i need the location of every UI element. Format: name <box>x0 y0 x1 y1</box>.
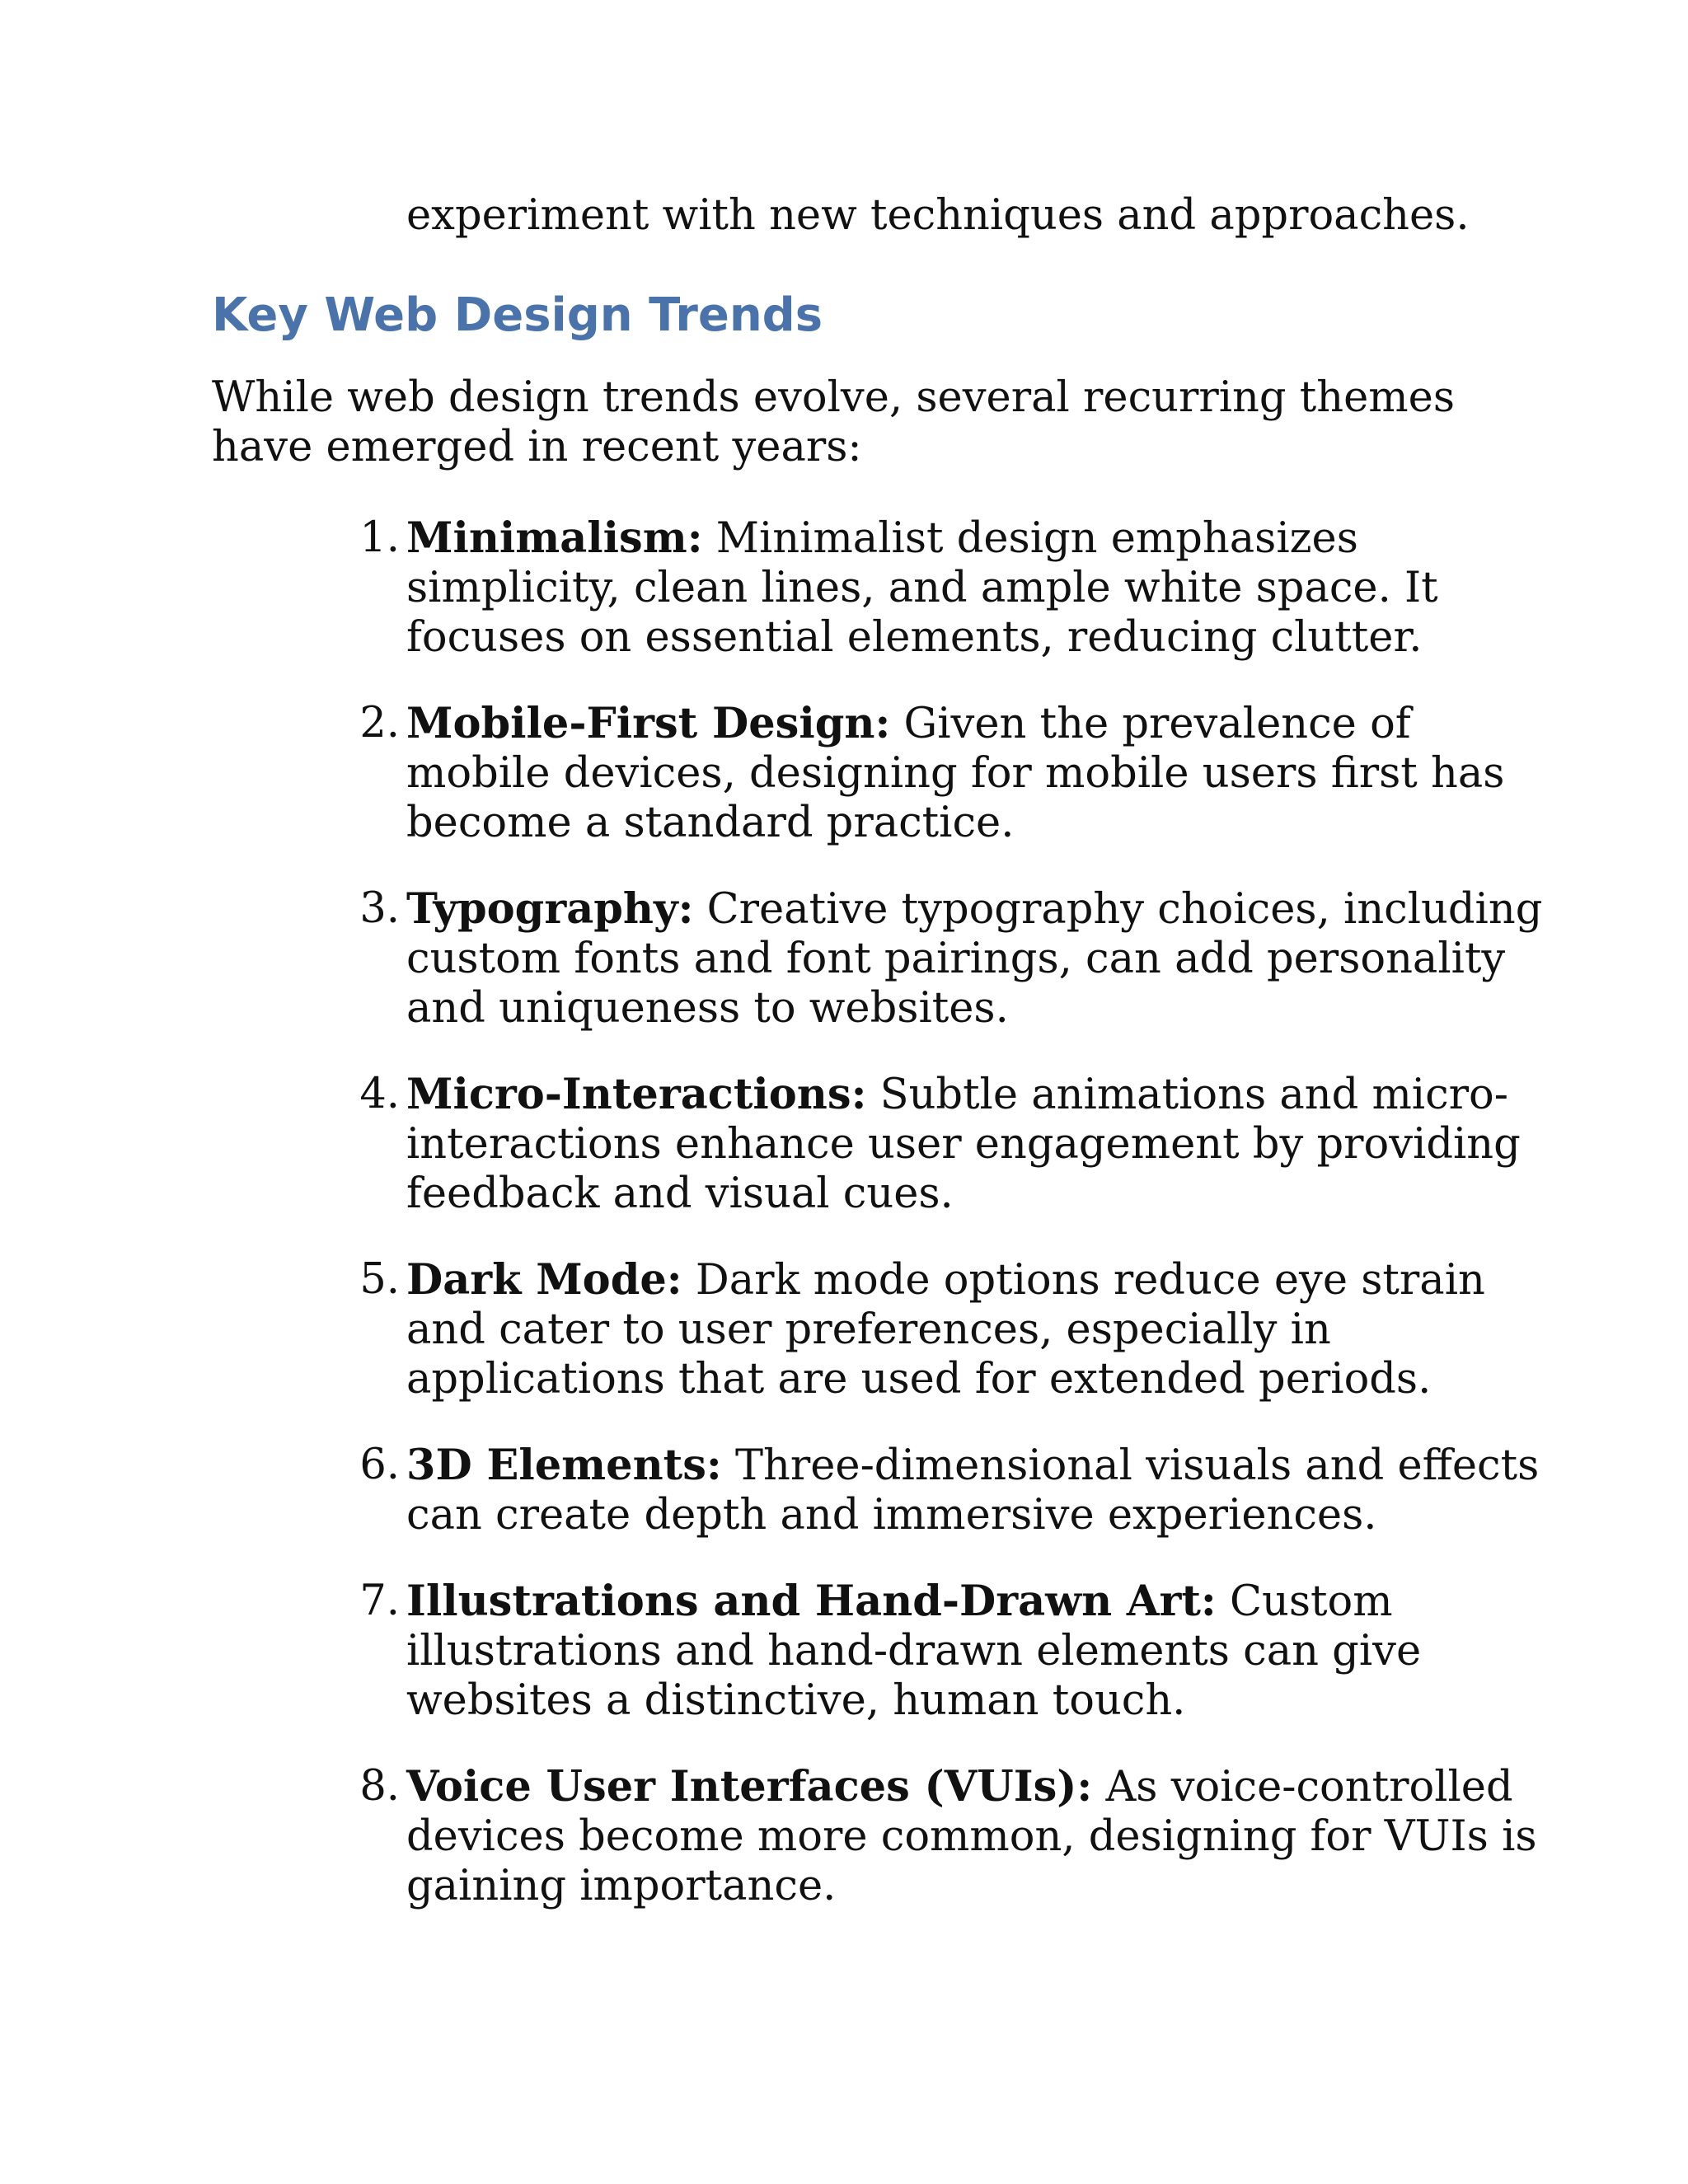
list-item <box>359 1762 1560 1911</box>
list-item-number: 7. <box>359 1577 400 1625</box>
list-item-term: Micro-Interactions: <box>406 1070 867 1119</box>
list-item-number: 6. <box>359 1441 400 1489</box>
list-item <box>359 1577 1560 1726</box>
list-item-term: Minimalism: <box>406 513 703 563</box>
list-item-description: Subtle animations and micro-interactions enhance user engagement by providing feedback and visual cues. <box>406 1071 1521 1218</box>
list-item <box>359 1070 1560 1219</box>
list-item-description: Minimalist design emphasizes simplicity, clean lines, and ample white space. It focuses on essential elements, reducing clutter. <box>406 514 1438 662</box>
section-heading: Key Web Design Trends <box>212 288 823 342</box>
continuation-paragraph: experiment with new techniques and approaches. <box>406 191 1470 240</box>
list-item <box>359 1441 1560 1540</box>
list-item-number: 2. <box>359 699 400 748</box>
list-item-number: 8. <box>359 1762 400 1811</box>
list-item-number: 3. <box>359 884 400 933</box>
intro-paragraph: While web design trends evolve, several recurring themes have emerged in recent years: <box>212 373 1455 471</box>
list-item-term: 3D Elements: <box>406 1441 722 1490</box>
list-item-description: Three-dimensional visuals and effects can create depth and immersive experiences. <box>406 1441 1540 1540</box>
list-item <box>359 699 1560 848</box>
list-item <box>359 513 1560 663</box>
list-item-term: Typography: <box>406 884 694 934</box>
list-item-term: Mobile-First Design: <box>406 699 891 748</box>
list-item-description: As voice-controlled devices become more common, designing for VUIs is gaining importance. <box>406 1763 1537 1910</box>
list-item <box>359 884 1560 1033</box>
list-item-number: 1. <box>359 513 400 562</box>
list-item-description: Creative typography choices, including custom fonts and font pairings, can add personality and uniqueness to websites. <box>406 885 1543 1033</box>
list-item-term: Illustrations and Hand-Drawn Art: <box>406 1577 1217 1626</box>
list-item <box>359 1255 1560 1404</box>
list-item-term: Voice User Interfaces (VUIs): <box>406 1762 1093 1811</box>
list-item-term: Dark Mode: <box>406 1255 682 1305</box>
trend-list <box>359 513 1560 1947</box>
list-item-description: Given the prevalence of mobile devices, designing for mobile users first has become a standard practice. <box>406 700 1505 847</box>
list-item-number: 4. <box>359 1070 400 1118</box>
list-item-description: Dark mode options reduce eye strain and cater to user preferences, especially in applications that are used for extended periods. <box>406 1256 1485 1404</box>
list-item-number: 5. <box>359 1255 400 1304</box>
list-item-description: Custom illustrations and hand-drawn elements can give websites a distinctive, human touch. <box>406 1577 1422 1725</box>
